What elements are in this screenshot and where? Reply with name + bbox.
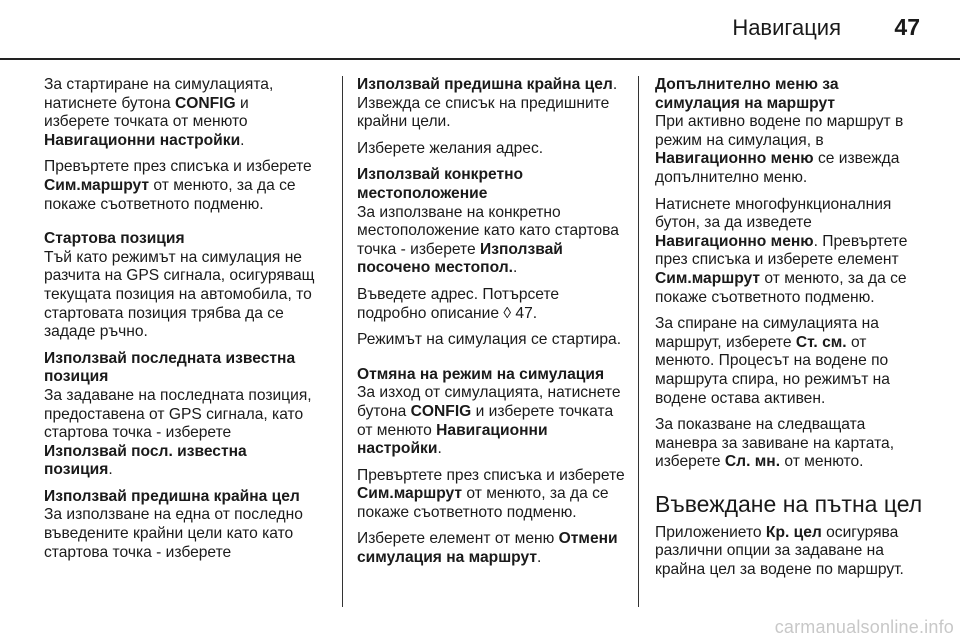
config-button-ref: CONFIG (410, 402, 472, 420)
page-reference: ◊ 47. (503, 304, 538, 322)
header-divider (0, 58, 960, 60)
watermark-text: carmanualsonline.info (774, 617, 954, 637)
menu-ref: Навигационно меню (655, 232, 814, 250)
menu-ref: Кр. цел (765, 523, 822, 541)
menu-ref: Сим.маршрут (357, 485, 463, 503)
paragraph: Превъртете през списъка и изберете Сим.маршрут от менюто, за да се покаже съответното подменю. (357, 466, 625, 521)
paragraph: Използвай предишна крайна цел. Извежда се списък на предишните крайни цели. (357, 76, 618, 131)
menu-ref: Използвай предишна крайна цел (357, 76, 613, 93)
page-header (0, 0, 960, 62)
paragraph: При активно водене по маршрут в режим на симулация, в Навигационно меню се извежда допълнително меню. (655, 113, 904, 186)
menu-ref: Ст. см. (795, 333, 847, 351)
paragraph: За използване на конкретно местоположение като като стартова точка - изберете Използвай посочено местопол.. (357, 203, 619, 277)
paragraph: Въведете адрес. Потърсете подробно описание ◊ 47. (357, 285, 560, 322)
column-divider (638, 76, 639, 607)
paragraph: За стартиране на симулацията, натиснете бутона CONFIG и изберете точката от менюто Навигационни настройки. (44, 76, 274, 149)
menu-ref: Навигационно меню (655, 150, 814, 168)
menu-ref: Навигационни настройки (44, 131, 241, 149)
column-divider (342, 76, 343, 607)
menu-ref: Сим.маршрут (44, 176, 150, 194)
column-3 (655, 76, 925, 588)
paragraph: Превъртете през списъка и изберете Сим.маршрут от менюто, за да се покаже съответното подменю. (44, 158, 312, 213)
section-heading-enter-destination: Въвеждане на пътна цел (655, 490, 923, 517)
paragraph: Изберете елемент от меню Отмени симулация на маршрут. (357, 530, 618, 567)
menu-ref: Навигационни настройки (357, 421, 548, 458)
menu-ref: Използвай посочено местопол. (357, 240, 563, 277)
section-heading-cancel-simulation: Отмяна на режим на симулация (357, 365, 605, 383)
section-heading-start-position: Стартова позиция (44, 230, 185, 248)
paragraph: Тъй като режимът на симулация не разчита на GPS сигнала, осигуряващ текущата позиция на автомобила, то стартовата позиция трябва да се зададе ръчно. (44, 248, 315, 341)
menu-ref: Сл. мн. (724, 453, 781, 471)
paragraph: За задаване на последната позиция, предоставена от GPS сигнала, като стартова точка - изберете Използвай посл. известна позиция. (44, 386, 312, 479)
paragraph: За използване на една от последно въведените крайни цели като като стартова точка - изберете (44, 506, 303, 561)
paragraph: Приложението Кр. цел осигурява различни опции за задаване на крайна цел за водене по маршрут. (655, 523, 904, 579)
subheading-specific-location: Използвай конкретно местоположение (357, 166, 524, 202)
subheading-extra-menu: Допълнително меню за симулация на маршрут (655, 76, 839, 112)
paragraph: Натиснете многофункционалния бутон, за да изведете Навигационно меню. Превъртете през списъка и изберете елемент Сим.маршрут от менюто, за да се покаже съответното подменю. (655, 195, 908, 306)
paragraph: За изход от симулацията, натиснете бутона CONFIG и изберете точката от менюто Навигационни настройки. (357, 384, 621, 458)
paragraph: За спиране на симулацията на маршрут, изберете Ст. см. от менюто. Процесът на водене по маршрута спира, но режимът на водене остава активен. (655, 315, 890, 407)
column-1 (44, 76, 316, 562)
paragraph: За показване на следващата маневра за завиване на картата, изберете Сл. мн. от менюто. (655, 416, 895, 471)
subheading-previous-destination: Използвай предишна крайна цел (44, 487, 300, 505)
menu-ref: Използвай посл. известна позиция (44, 442, 247, 479)
column-2 (357, 76, 629, 576)
menu-ref: Отмени симулация на маршрут (357, 530, 618, 567)
paragraph: Изберете желания адрес. (357, 139, 544, 157)
config-button-ref: CONFIG (174, 94, 236, 112)
page-title: Навигация (732, 15, 841, 40)
page-number: 47 (894, 14, 920, 40)
menu-ref: Сим.маршрут (655, 269, 761, 287)
paragraph: Режимът на симулация се стартира. (357, 331, 622, 349)
subheading-last-known-position: Използвай последната известна позиция (44, 349, 296, 386)
